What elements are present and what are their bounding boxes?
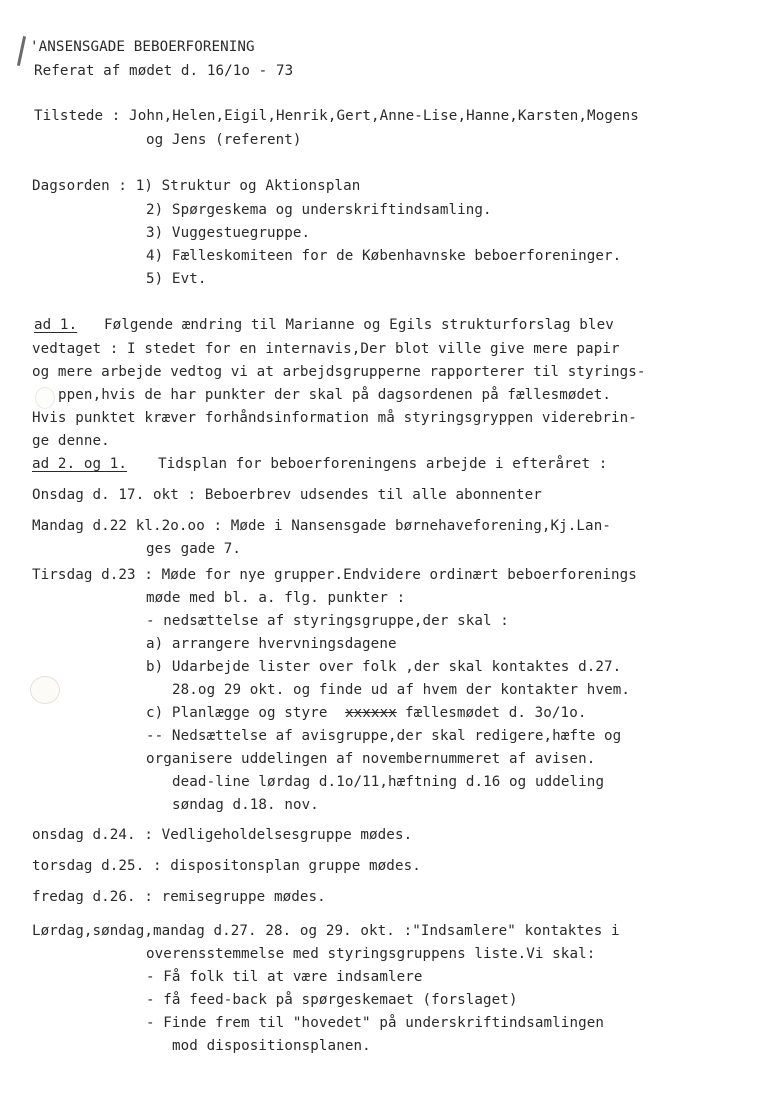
schedule-line: - Finde frem til "hovedet" på underskriftindsamlingen (146, 1015, 605, 1031)
schedule-line: onsdag d.24. : Vedligeholdelsesgruppe mødes. (32, 827, 413, 843)
schedule-line: ges gade 7. (146, 541, 242, 557)
agenda-item: 5) Evt. (146, 271, 207, 287)
document-title: 'ANSENSGADE BEBOERFORENING (30, 39, 255, 55)
body-line: Hvis punktet kræver forhåndsinformation må styringsgryppen viderebrin- (32, 410, 637, 426)
schedule-line: møde med bl. a. flg. punkter : (146, 590, 406, 606)
schedule-line: mod dispositionsplanen. (172, 1038, 371, 1054)
agenda-item: 2) Spørgeskema og underskriftindsamling. (146, 202, 492, 218)
schedule-line: fællesmødet d. 3o/1o. (405, 705, 587, 721)
body-line: Følgende ændring til Marianne og Egils strukturforslag blev (104, 317, 614, 333)
agenda-item: 3) Vuggestuegruppe. (146, 225, 311, 241)
body-line: ppen,hvis de har punkter der skal på dagsordenen på fællesmødet. (58, 387, 612, 403)
body-line: og mere arbejde vedtog vi at arbejdsgrupperne rapporterer til styrings- (32, 364, 646, 380)
body-line: ge denne. (32, 433, 110, 449)
punch-hole-mark (35, 387, 55, 409)
struck-text: xxxxxx (345, 705, 397, 721)
schedule-line: fredag d.26. : remisegruppe mødes. (32, 889, 326, 905)
body-line: Tidsplan for beboerforeningens arbejde i efteråret : (158, 456, 608, 472)
body-line: vedtaget : I stedet for en internavis,Der blot ville give mere papir (32, 341, 620, 357)
schedule-line: torsdag d.25. : dispositonsplan gruppe mødes. (32, 858, 421, 874)
schedule-line: Onsdag d. 17. okt : Beboerbrev udsendes til alle abonnenter (32, 487, 542, 503)
schedule-line: organisere uddelingen af novembernummeret af avisen. (146, 751, 596, 767)
meeting-date-line: Referat af mødet d. 16/1o - 73 (34, 63, 294, 79)
schedule-line: - nedsættelse af styringsgruppe,der skal : (146, 613, 509, 629)
schedule-line: -- Nedsættelse af avisgruppe,der skal redigere,hæfte og (146, 728, 622, 744)
schedule-line: dead-line lørdag d.1o/11,hæftning d.16 og uddeling (172, 774, 605, 790)
agenda-item: 4) Fælleskomiteen for de Københavnske beboerforeninger. (146, 248, 622, 264)
schedule-line: a) arrangere hvervningsdagene (146, 636, 397, 652)
schedule-line: Mandag d.22 kl.2o.oo : Møde i Nansensgade børnehaveforening,Kj.Lan- (32, 518, 611, 534)
schedule-line: - få feed-back på spørgeskemaet (forslaget) (146, 992, 518, 1008)
schedule-line: Tirsdag d.23 : Møde for nye grupper.Endvidere ordinært beboerforenings (32, 567, 637, 583)
pen-mark (17, 36, 26, 66)
schedule-line: søndag d.18. nov. (172, 797, 319, 813)
punch-hole-mark (30, 676, 60, 704)
section-heading: ad 2. og 1. (32, 456, 128, 472)
schedule-line: Lørdag,søndag,mandag d.27. 28. og 29. okt. :"Indsamlere" kontaktes i (32, 923, 620, 939)
schedule-line: - Få folk til at være indsamlere (146, 969, 423, 985)
attendees-line: Tilstede : John,Helen,Eigil,Henrik,Gert,Anne-Lise,Hanne,Karsten,Mogens (34, 108, 639, 124)
schedule-line: overensstemmelse med styringsgruppens liste.Vi skal: (146, 946, 596, 962)
schedule-line: 28.og 29 okt. og finde ud af hvem der kontakter hvem. (172, 682, 631, 698)
section-heading: ad 1. (34, 317, 78, 333)
attendees-line: og Jens (referent) (146, 132, 302, 148)
agenda-line: Dagsorden : 1) Struktur og Aktionsplan (32, 178, 361, 194)
schedule-line: c) Planlægge og styre (146, 705, 328, 721)
schedule-line: b) Udarbejde lister over folk ,der skal kontaktes d.27. (146, 659, 622, 675)
